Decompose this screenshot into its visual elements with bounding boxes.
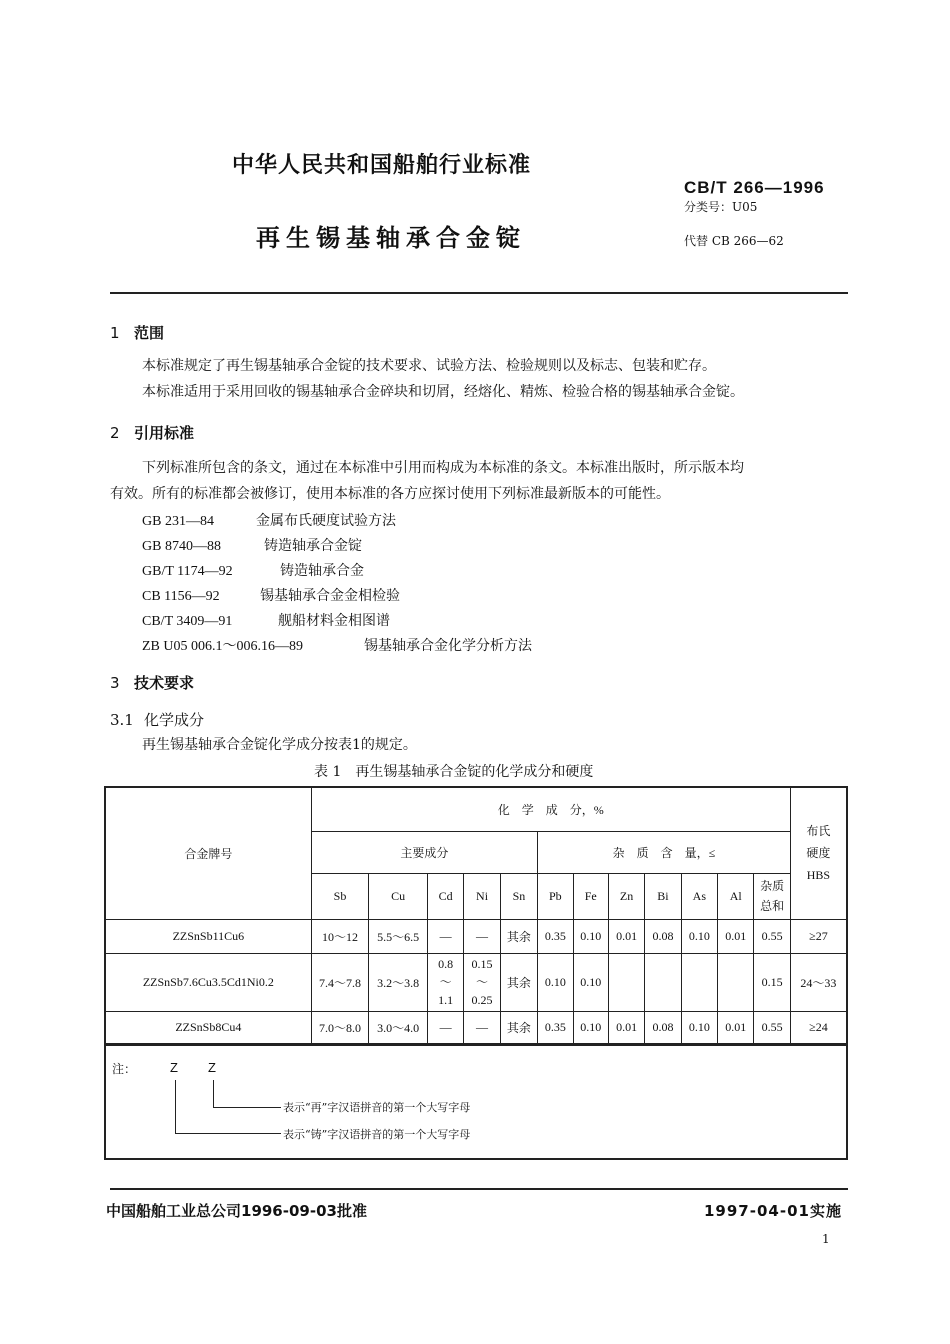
section-1-heading: 1 范围	[110, 324, 165, 342]
subsection-3-1-heading: 3.1 化学成分	[110, 711, 205, 729]
footer-divider	[110, 1188, 848, 1190]
section-3-heading: 3 技术要求	[110, 674, 195, 692]
col-al: Al	[718, 873, 754, 919]
note-connector	[213, 1080, 214, 1107]
composition-table	[104, 786, 848, 1046]
note-letter-z2: Z	[208, 1060, 216, 1075]
replaces-note: 代替 CB 266—62	[684, 234, 784, 248]
note-connector	[213, 1107, 281, 1108]
reference-item: CB/T 3409—91 舰船材料金相图谱	[142, 614, 390, 629]
standard-category: 中华人民共和国船舶行业标准	[232, 153, 532, 178]
reference-item: GB 231—84 金属布氏硬度试验方法	[142, 514, 396, 529]
note-connector	[175, 1133, 281, 1134]
implementation-date: 1997-04-01实施	[704, 1202, 842, 1220]
col-fe: Fe	[573, 873, 608, 919]
note-line-2: 表示“铸”字汉语拼音的第一个大写字母	[283, 1128, 471, 1141]
col-zn: Zn	[608, 873, 644, 919]
col-ni: Ni	[464, 873, 500, 919]
reference-item: GB 8740—88 铸造轴承合金锭	[142, 539, 362, 554]
section-2-para-line-2: 有效。所有的标准都会被修订，使用本标准的各方应探讨使用下列标准最新版本的可能性。	[110, 486, 670, 502]
col-pb: Pb	[538, 873, 573, 919]
table-caption: 表 1 再生锡基轴承合金锭的化学成分和硬度	[314, 764, 594, 780]
note-connector	[175, 1080, 176, 1133]
col-impurity-total: 杂质 总和	[754, 873, 790, 919]
header-divider	[110, 292, 848, 294]
section-1-para-1: 本标准规定了再生锡基轴承合金锭的技术要求、试验方法、检验规则以及标志、包装和贮存。	[142, 358, 716, 374]
table-row: ZZSnSb7.6Cu3.5Cd1Ni0.2 7.4～7.8 3.2～3.8 0.8 ～ 1.1 0.15 ～ 0.25 其余 0.10 0.10 0.15 24～33	[105, 953, 847, 1011]
table-row: ZZSnSb8Cu4 7.0～8.0 3.0～4.0 — — 其余 0.35 0.10 0.01 0.08 0.10 0.01 0.55 ≥24	[105, 1011, 847, 1045]
note-letter-z1: Z	[170, 1060, 178, 1075]
header-hardness: 布氏 硬度 HBS	[790, 787, 847, 919]
col-as: As	[681, 873, 717, 919]
reference-item: ZB U05 006.1～006.16—89 锡基轴承合金化学分析方法	[142, 639, 532, 654]
header-impurities: 杂 质 含 量，≤	[538, 831, 791, 873]
col-sn: Sn	[500, 873, 537, 919]
subsection-3-1-para: 再生锡基轴承合金锭化学成分按表1的规定。	[142, 737, 417, 753]
header-grade: 合金牌号	[105, 787, 311, 919]
approval-note: 中国船舶工业总公司1996-09-03批准	[106, 1202, 367, 1220]
col-bi: Bi	[645, 873, 681, 919]
section-1-para-2: 本标准适用于采用回收的锡基轴承合金碎块和切屑，经熔化、精炼、检验合格的锡基轴承合金锭。	[142, 384, 744, 400]
reference-item: CB 1156—92 锡基轴承合金金相检验	[142, 589, 400, 604]
section-2-para-line-1: 下列标准所包含的条文，通过在本标准中引用而构成为本标准的条文。本标准出版时，所示版本均	[142, 460, 744, 476]
col-sb: Sb	[311, 873, 369, 919]
table-row: ZZSnSb11Cu6 10～12 5.5～6.5 — — 其余 0.35 0.10 0.01 0.08 0.10 0.01 0.55 ≥27	[105, 919, 847, 953]
col-cu: Cu	[369, 873, 428, 919]
standard-code: CB/T 266—1996	[684, 178, 825, 197]
section-2-heading: 2 引用标准	[110, 424, 195, 442]
standard-title: 再生锡基轴承合金锭	[256, 224, 526, 252]
reference-item: GB/T 1174—92 铸造轴承合金	[142, 564, 364, 579]
note-line-1: 表示“再”字汉语拼音的第一个大写字母	[283, 1101, 471, 1114]
header-main-components: 主要成分	[311, 831, 537, 873]
classification-number: 分类号：U05	[684, 200, 758, 214]
col-cd: Cd	[427, 873, 463, 919]
note-label: 注：	[112, 1062, 137, 1076]
page-number: 1	[822, 1232, 830, 1246]
header-chem-composition: 化 学 成 分，%	[311, 787, 790, 831]
